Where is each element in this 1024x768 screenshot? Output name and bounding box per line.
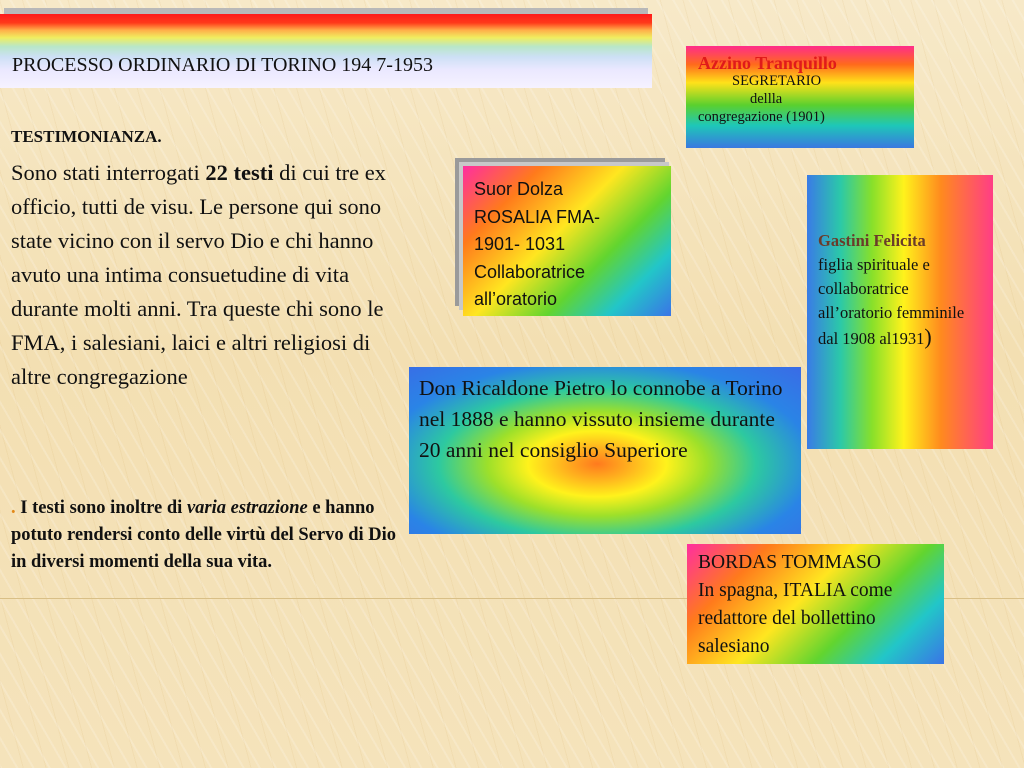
gastini-text: figlia spirituale e collaboratrice all’oratorio femminile dal 1908 al1931 xyxy=(818,255,965,348)
bordas-box xyxy=(687,544,944,664)
bordas-name: BORDAS TOMMASO xyxy=(698,552,881,573)
suor-line-1: Suor Dolza xyxy=(474,179,564,199)
suor-line-2: ROSALIA FMA- xyxy=(474,206,601,227)
body-text-rest: di cui tre ex officio, tutti de visu. Le persone qui sono state vicino con il servo Dio e chi hanno avuto una intima consuetudine di vita durante molti anni. Tra queste chi sono le FMA, i salesiani, laici e altri religiosi di altre congregazione xyxy=(11,160,386,389)
don-text: Don Ricaldone Pietro lo connobe a Torino nel 1888 e hanno vissuto insieme durante 20 anni nel consiglio Superiore xyxy=(419,376,783,462)
suor-line-3: 1901- 1031 xyxy=(474,234,566,254)
suor-line-4: Collaboratrice xyxy=(474,261,586,282)
azzino-name: Azzino Tranquillo xyxy=(698,53,837,73)
suor-box xyxy=(463,166,671,316)
azzino-role-3: congregazione (1901) xyxy=(698,109,825,125)
gastini-box xyxy=(807,175,993,449)
azzino-role: SEGRETARIO xyxy=(732,73,822,89)
don-box xyxy=(409,367,801,534)
note-bullet: . xyxy=(11,498,16,518)
note-text-start: I testi sono inoltre di xyxy=(15,498,187,518)
testimonianza-body xyxy=(11,156,403,394)
testimonianza-note xyxy=(11,495,403,576)
testimonianza-heading: TESTIMONIANZA. xyxy=(11,127,162,146)
body-text-start: Sono stati interrogati xyxy=(11,160,206,185)
note-text-rest: e hanno potuto rendersi conto delle virtù del Servo di Dio in diversi momenti della sua vita. xyxy=(11,498,397,572)
suor-line-5: all’oratorio xyxy=(474,289,558,309)
gastini-paren: ) xyxy=(924,324,932,349)
body-text-bold: 22 testi xyxy=(205,160,274,185)
azzino-box xyxy=(686,46,914,148)
bordas-text: In spagna, ITALIA come redattore del bollettino salesiano xyxy=(698,580,893,657)
note-text-italic: varia estrazione xyxy=(186,498,308,518)
azzino-role-2: dellla xyxy=(750,91,783,107)
gastini-name: Gastini Felicita xyxy=(818,231,926,250)
slide-title: PROCESSO ORDINARIO DI TORINO 194 7-1953 xyxy=(12,54,433,76)
